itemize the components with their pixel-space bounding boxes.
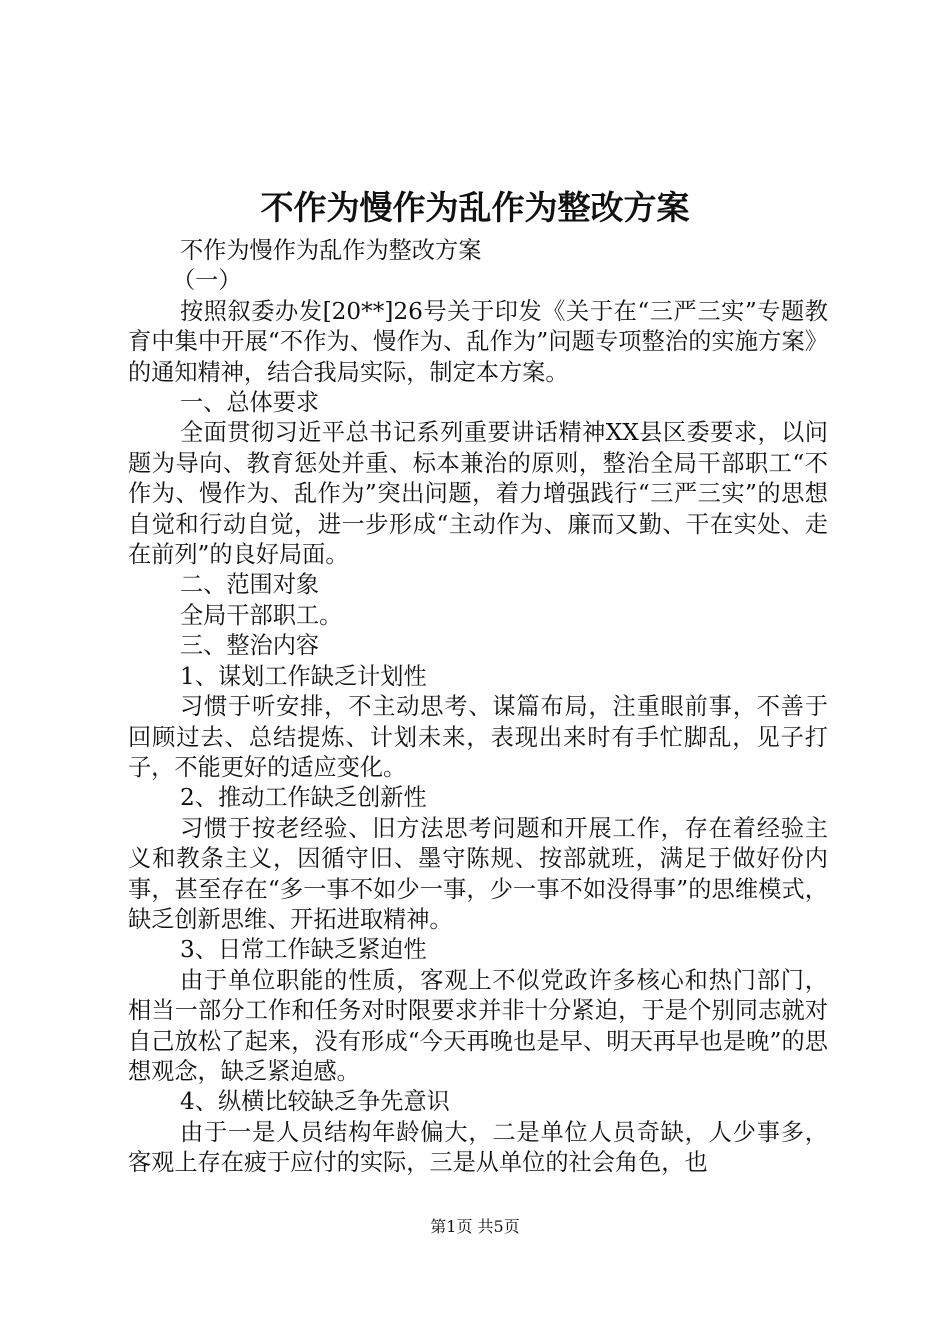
paragraph: 习惯于听安排，不主动思考、谋篇布局，注重眼前事，不善于回顾过去、总结提炼、计划未来，表现出来时有手忙脚乱，见子打子，不能更好的适应变化。 [128,693,828,781]
subsection-heading: 1、谋划工作缺乏计划性 [180,662,427,690]
section-heading: 二、范围对象 [180,571,320,599]
section-heading: 一、总体要求 [180,389,320,417]
page-number-footer: 第1页 共5页 [430,1217,520,1236]
paragraph: 不作为慢作为乱作为整改方案 [180,237,482,264]
subsection-heading: 4、纵横比较缺乏争先意识 [180,1088,450,1116]
subsection-heading: 3、日常工作缺乏紧迫性 [180,936,427,964]
subsection-heading: 2、推动工作缺乏创新性 [180,784,427,812]
paragraph: 按照叙委办发[20**]26号关于印发《关于在“三严三实”专题教育中集中开展“不作为、慢作为、乱作为”问题专项整治的实施方案》的通知精神，结合我局实际，制定本方案。 [128,297,828,386]
paragraph: 全局干部职工。 [180,601,343,629]
section-heading: 三、整治内容 [180,632,320,660]
document-title: 不作为慢作为乱作为整改方案 [260,188,690,227]
paragraph: 习惯于按老经验、旧方法思考问题和开展工作，存在着经验主义和教条主义，因循守旧、墨守陈规、按部就班，满足于做好份内事，甚至存在“多一事不如少一事，少一事不如没得事”的思维模式，缺乏创新思维、开拓进取精神。 [128,814,828,933]
paragraph: 全面贯彻习近平总书记系列重要讲话精神XX县区委要求，以问题为导向、教育惩处并重、标本兼治的原则，整治全局干部职工“不作为、慢作为、乱作为”突出问题，着力增强践行“三严三实”的思想自觉和行动自觉，进一步形成“主动作为、廉而又勤、干在实处、走在前列”的良好局面。 [128,419,828,569]
document-body [128,236,828,1179]
paragraph: 由于单位职能的性质，客观上不似党政许多核心和热门部门，相当一部分工作和任务对时限要求并非十分紧迫，于是个别同志就对自己放松了起来，没有形成“今天再晚也是早、明天再早也是晚”的思想观念，缺乏紧迫感。 [128,966,828,1085]
paragraph: （一） [172,267,242,295]
paragraph: 由于一是人员结构年龄偏大，二是单位人员奇缺，人少事多，客观上存在疲于应付的实际，三是从单位的社会角色，也 [128,1118,828,1177]
